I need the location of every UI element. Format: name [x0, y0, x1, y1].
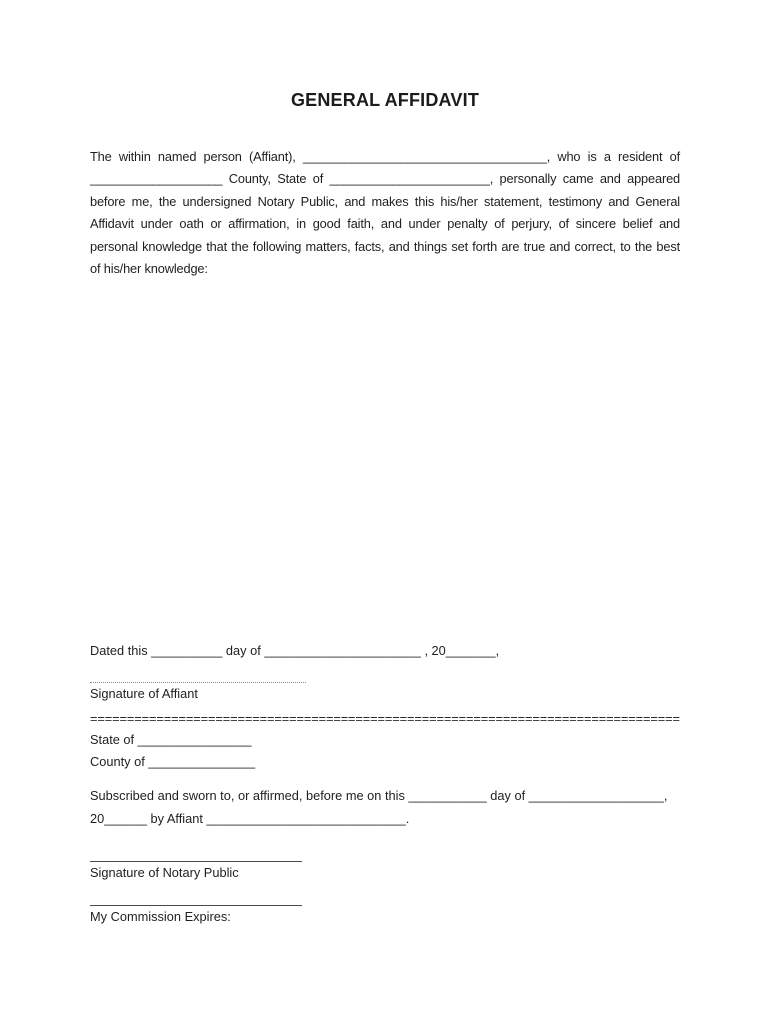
affiant-signature-rule: [90, 682, 306, 683]
intro-line-1: The within named person (Affiant), ___________________________________, who is a resident of: [90, 149, 680, 164]
affiant-signature-label: Signature of Affiant: [90, 686, 198, 701]
sworn-statement-line-1: Subscribed and sworn to, or affirmed, before me on this ___________ day of ___________________,: [90, 788, 668, 803]
section-separator: ================================================================================: [90, 711, 680, 726]
state-blank-line: State of ________________: [90, 732, 252, 747]
intro-paragraph: [90, 146, 680, 280]
intro-line-2: ___________________ County, State of _______________________, personally came and appeared: [90, 171, 680, 187]
intro-line-3: before me, the undersigned Notary Public, and makes this his/her statement, testimony and General: [90, 193, 680, 209]
intro-line-5: personal knowledge that the following matters, facts, and things set forth are true and correct, to the best: [90, 238, 680, 254]
county-blank-line: County of _______________: [90, 754, 256, 769]
commission-expires-label: My Commission Expires:: [90, 909, 231, 924]
document-content: [90, 0, 680, 1024]
dated-blank-line: Dated this __________ day of ______________________ , 20_______,: [90, 643, 500, 658]
intro-line-4: Affidavit under oath or affirmation, in good faith, and under penalty of perjury, of sincere belief and: [90, 216, 680, 232]
notary-signature-label: Signature of Notary Public: [90, 865, 239, 880]
notary-signature-rule: [90, 861, 302, 862]
commission-expires-rule: [90, 905, 302, 906]
intro-line-6: of his/her knowledge:: [90, 261, 208, 277]
document-title: GENERAL AFFIDAVIT: [290, 90, 480, 110]
sworn-statement-line-2: 20______ by Affiant ____________________________.: [90, 811, 410, 826]
